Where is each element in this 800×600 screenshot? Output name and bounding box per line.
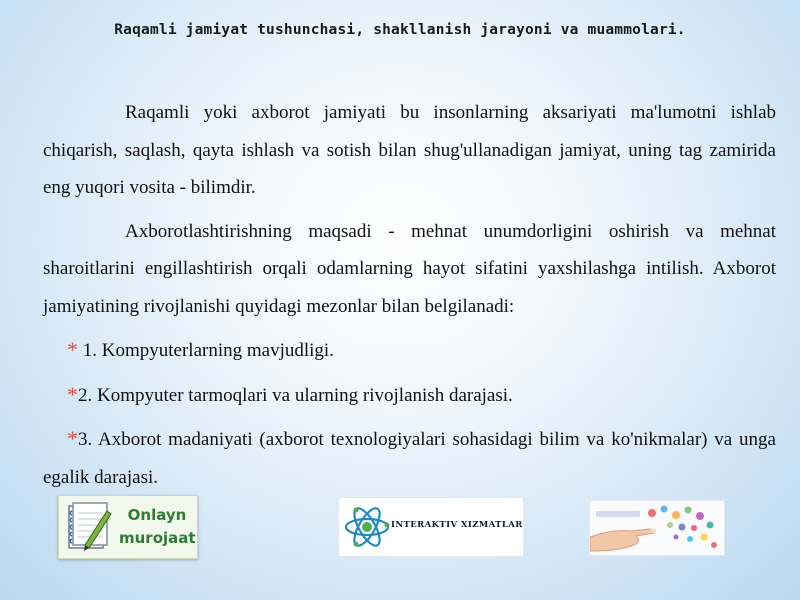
criteria-text: 3. Axborot madaniyati (axborot texnologiyalari sohasidagi bilim va ko'nikmalar) va unga egalik darajasi. <box>43 429 776 488</box>
slide-title: Raqamli jamiyat tushunchasi, shakllanish jarayoni va muammolari. <box>114 22 686 38</box>
hand-pointing-icon <box>590 501 724 555</box>
criteria-item <box>43 331 776 370</box>
criteria-text: 1. Kompyuterlarning mavjudligi. <box>78 340 334 361</box>
interactive-services-button[interactable] <box>338 497 524 557</box>
criteria-item <box>43 376 776 415</box>
slide-content <box>43 94 776 502</box>
notebook-icon <box>63 501 115 553</box>
online-request-label-1: Onlayn <box>127 506 187 524</box>
footer-links <box>0 492 800 562</box>
online-request-label-2: murojaat <box>119 529 196 547</box>
atom-icon <box>343 504 391 550</box>
paragraph-definition: Raqamli yoki axborot jamiyati bu insonlarning aksariyati ma'lumotni ishlab chiqarish, saqlash, qayta ishlash va sotish bilan shug'ullanadigan jamiyat, uning tag zamirida eng yuqori vosita - bilimdir. <box>43 102 776 198</box>
asterisk-icon: * <box>67 337 78 362</box>
online-request-button[interactable] <box>58 495 198 559</box>
criteria-item <box>43 420 776 496</box>
interactive-services-label: INTERAKTIV XIZMATLAR <box>391 520 523 530</box>
asterisk-icon: * <box>67 381 78 407</box>
hand-touch-image[interactable] <box>589 500 725 556</box>
asterisk-icon: * <box>67 426 78 451</box>
criteria-text: 2. Kompyuter tarmoqlari va ularning rivojlanish darajasi. <box>78 384 513 406</box>
paragraph-goal: Axborotlashtirishning maqsadi - mehnat unumdorligini oshirish va mehnat sharoitlarini engillashtirish orqali odamlarning hayot sifatini yaxshilashga intilish. Axborot jamiyatining rivojlanishi quyidagi mezonlar bilan belgilanadi: <box>43 220 776 317</box>
